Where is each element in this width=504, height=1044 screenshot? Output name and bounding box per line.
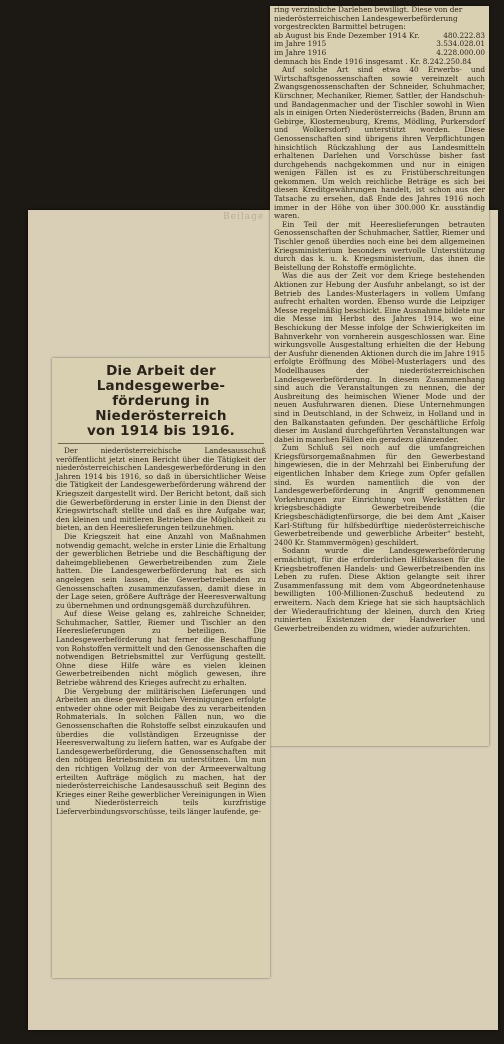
paragraph: Zum Schluß sei noch auf die umfangreichen Kriegsfürsorgemaßnahmen für den Gewerbestand hingewiesen, die in der Mehrzahl bei Einberufung der eigentlichen Inhaber dem Kriege zum Opfer gefallen sind. Es wurden namentlich die von der Landesgewerbeförderung in Angriff genommenen Vorkehrungen zur Einrichtung von Werkstätten für kriegsbeschädigte Gewerbetreibende (die Kriegsbeschädigtenfürsorge, die bei dem Amt „Kaiser Karl-Stiftung für hilfsbedürftige niederösterreichische Gewerbetreibende und gewerbliche Arbeiter“ besteht, 2400 Kr. Stammvermögen) geschildert. <box>274 443 485 547</box>
amounts-table <box>274 32 485 58</box>
headline-line: Die Arbeit der Landesgewerbe- <box>96 363 226 394</box>
amounts-value: 480.222.83 <box>443 30 485 40</box>
paragraph: Die Kriegszeit hat eine Anzahl von Maßnahmen notwendig gemacht, welche in erster Linie die Erhaltung der gewerblichen Betriebe und die Beschäftigung der daheimgebliebenen Gewerbetreibenden zum Ziele hatten. Die Landesgewerbeförderung hat es sich angelegen sein lassen, die Gewerbetreibenden zu Genossenschaften zusammenzufassen, damit diese in der Lage seien, größere Aufträge der Heeresverwaltung zu übernehmen und ordnungsgemäß durchzuführen. <box>56 531 266 610</box>
paragraph: Ein Teil der mit Heereslieferungen betrauten Genossenschaften der Schuhmacher, Sattler, Riemer und Tischler genoß überdies noch eine bei dem allgemeinen Kriegsministerium besonders wertvolle Unterstützung durch das k. u. k. Kriegsministerium, das ihnen die Beistellung der Rohstoffe ermöglichte. <box>274 219 485 272</box>
headline-line: von 1914 bis 1916. <box>87 423 235 439</box>
paragraph: Was die aus der Zeit vor dem Kriege bestehenden Aktionen zur Hebung der Ausfuhr anbelangt, so ist der Betrieb des Landes-Musterlagers in vollem Umfang aufrecht erhalten worden. Ebenso wurde die Leipziger Messe regelmäßig beschickt. Eine Ausnahme bildete nur die Messe im Herbst des Jahres 1914, wo eine Beschickung der Messe infolge der Schwierigkeiten im Bahnverkehr von vornherein ausgeschlossen war. Eine wirkungsvolle Ausgestaltung erhielten die der Hebung der Ausfuhr dienenden Aktionen durch die im Jahre 1915 erfolgte Eröffnung des Möbel-Musterlagers und des Modellhauses der niederösterreichischen Landesgewerbeförderung. In diesem Zusammenhang sind auch die Veranstaltungen zu nennen, die der Ausbreitung des heimischen Wiener Mode und der neuen Ausfuhrwaren dienen. Diese Unternehmungen sind in Deutschland, in der Schweiz, in Holland und in den Balkanstaaten gefunden. Der geschäftliche Erfolg dieser im Ausland durchgeführten Veranstaltungen war dabei in manchen Fällen ein geradezu glänzender. <box>274 271 485 444</box>
paragraph: Sodann wurde die Landesgewerbeförderung ermächtigt, für die erforderlichen Hilfskassen für die Kriegsbetroffenen Handels- und Gewerbetreibenden ins Leben zu rufen. Diese Aktion gelangte seit ihrer Zusammenfassung mit dem vom Abgeordnetenhause bewilligten 100-Millionen-Zuschuß bedeutend zu erweitern. Nach dem Kriege hat sie sich hauptsächlich der Wiederaufrichtung der kleinen, durch den Krieg ruinierten Existenzen der Handwerker und Gewerbetreibenden zu widmen, wieder aufzurichten. <box>274 546 485 633</box>
amounts-value: 4.228.000.00 <box>436 47 485 57</box>
amounts-label: im Jahre 1916 <box>274 47 327 57</box>
left-body-text <box>56 447 266 817</box>
paragraph: Die Vergebung der militärischen Lieferungen und Arbeiten an diese gewerblichen Vereinigungen erfolgte entweder ohne oder mit Beigabe des zu verarbeitenden Rohmaterials. In solchen Fällen nun, wo die Genossenschaften die Rohstoffe selbst einzukaufen und überdies die vollständigen Erzeugnisse der Heeresverwaltung zu liefern hatten, war es Aufgabe der Landesgewerbeförderung, die Genossenschaften mit den nötigen Betriebsmitteln zu unterstützen. Um nun den richtigen Vollzug der von der Armeeverwaltung erteilten Aufträge möglich zu machen, hat der niederösterreichische Landesausschuß seit Beginn des Krieges einer Reihe gewerblicher Vereinigungen in Wien und Niederösterreich teils kurzfristige Lieferverbindungsvorschüsse, teils länger laufende, ge- <box>56 686 266 816</box>
right-body-text <box>274 66 485 633</box>
clipping-right-column <box>270 6 489 746</box>
right-intro: ring verzinsliche Darlehen bewilligt. Diese von der niederösterreichischen Landesgewerbeförderung vorgestreckten Barmittel betrugen: <box>274 6 463 32</box>
clipping-left-column <box>52 358 270 978</box>
article-headline <box>56 364 266 439</box>
paragraph: Auf diese Weise gelang es, zahlreiche Schneider, Schuhmacher, Sattler, Riemer und Tischler an den Heereslieferungen zu beteiligen. Die Landesgewerbeförderung hat ferner die Beschaffung von Rohstoffen vermittelt und den Genossenschaften die notwendigen Betriebsmittel zur Verfügung gestellt. Ohne diese Hilfe wäre es vielen kleinen Gewerbetreibenden nicht möglich gewesen, ihre Betriebe während des Krieges aufrecht zu erhalten. <box>56 609 266 688</box>
amounts-value: 3.534.028.01 <box>436 39 485 49</box>
amounts-label: im Jahre 1915 <box>274 39 327 49</box>
amounts-label: ab August bis Ende Dezember 1914 Kr. <box>274 30 420 40</box>
headline-rule <box>58 443 264 444</box>
headline-line: förderung in Niederösterreich <box>95 393 227 424</box>
paragraph: Der niederösterreichische Landesausschuß veröffentlicht jetzt einen Bericht über die Tätigkeit der niederösterreichischen Landesgewerbeförderung in den Jahren 1914 bis 1916, so daß in übersichtlicher Weise die Tätigkeit der Landesgewerbeförderung während der Kriegszeit dargestellt wird. Der Bericht betont, daß sich die Gewerbeförderung in erster Linie in den Dienst der Kriegswirtschaft stellte und daß es ihre Aufgabe war, den kleinen und mittleren Betrieben die Möglichkeit zu bieten, an den Heereslieferungen teilzunehmen. <box>56 446 266 533</box>
amounts-total: demnach bis Ende 1916 insgesamt . Kr. 8.242.250.84 <box>274 56 472 66</box>
backing-ghost-text: Beilage <box>223 212 265 222</box>
paragraph: Auf solche Art sind etwa 40 Erwerbs- und Wirtschaftsgenossenschaften sowie vereinzelt auch Zwangsgenossenschaften der Schneider, Schuhmacher, Kürschner, Mechaniker, Riemer, Sattler, der Handschuh- und Bandagenmacher und der Tischler sowohl in Wien als in einigen Orten Niederösterreichs (Baden, Brunn am Gebirge, Klosterneuburg, Krems, Mödling, Purkersdorf und Wolkersdorf) unterstützt worden. Diese Genossenschaften sind übrigens ihren Verpflichtungen hinsichtlich Rückzahlung der aus Landesmitteln erhaltenen Darlehen und Vorschüsse bisher fast durchgehends nachgekommen und nur in einigen wenigen Fällen ist es zu Fristüberschreitungen gekommen. Um welch reichliche Beträge es sich bei diesen Kreditgewährungen handelt, ist schon aus der Tatsache zu ersehen, daß Ende des Jahres 1916 noch immer in der Höhe von über 300.000 Kr. ausständig waren. <box>274 65 485 221</box>
